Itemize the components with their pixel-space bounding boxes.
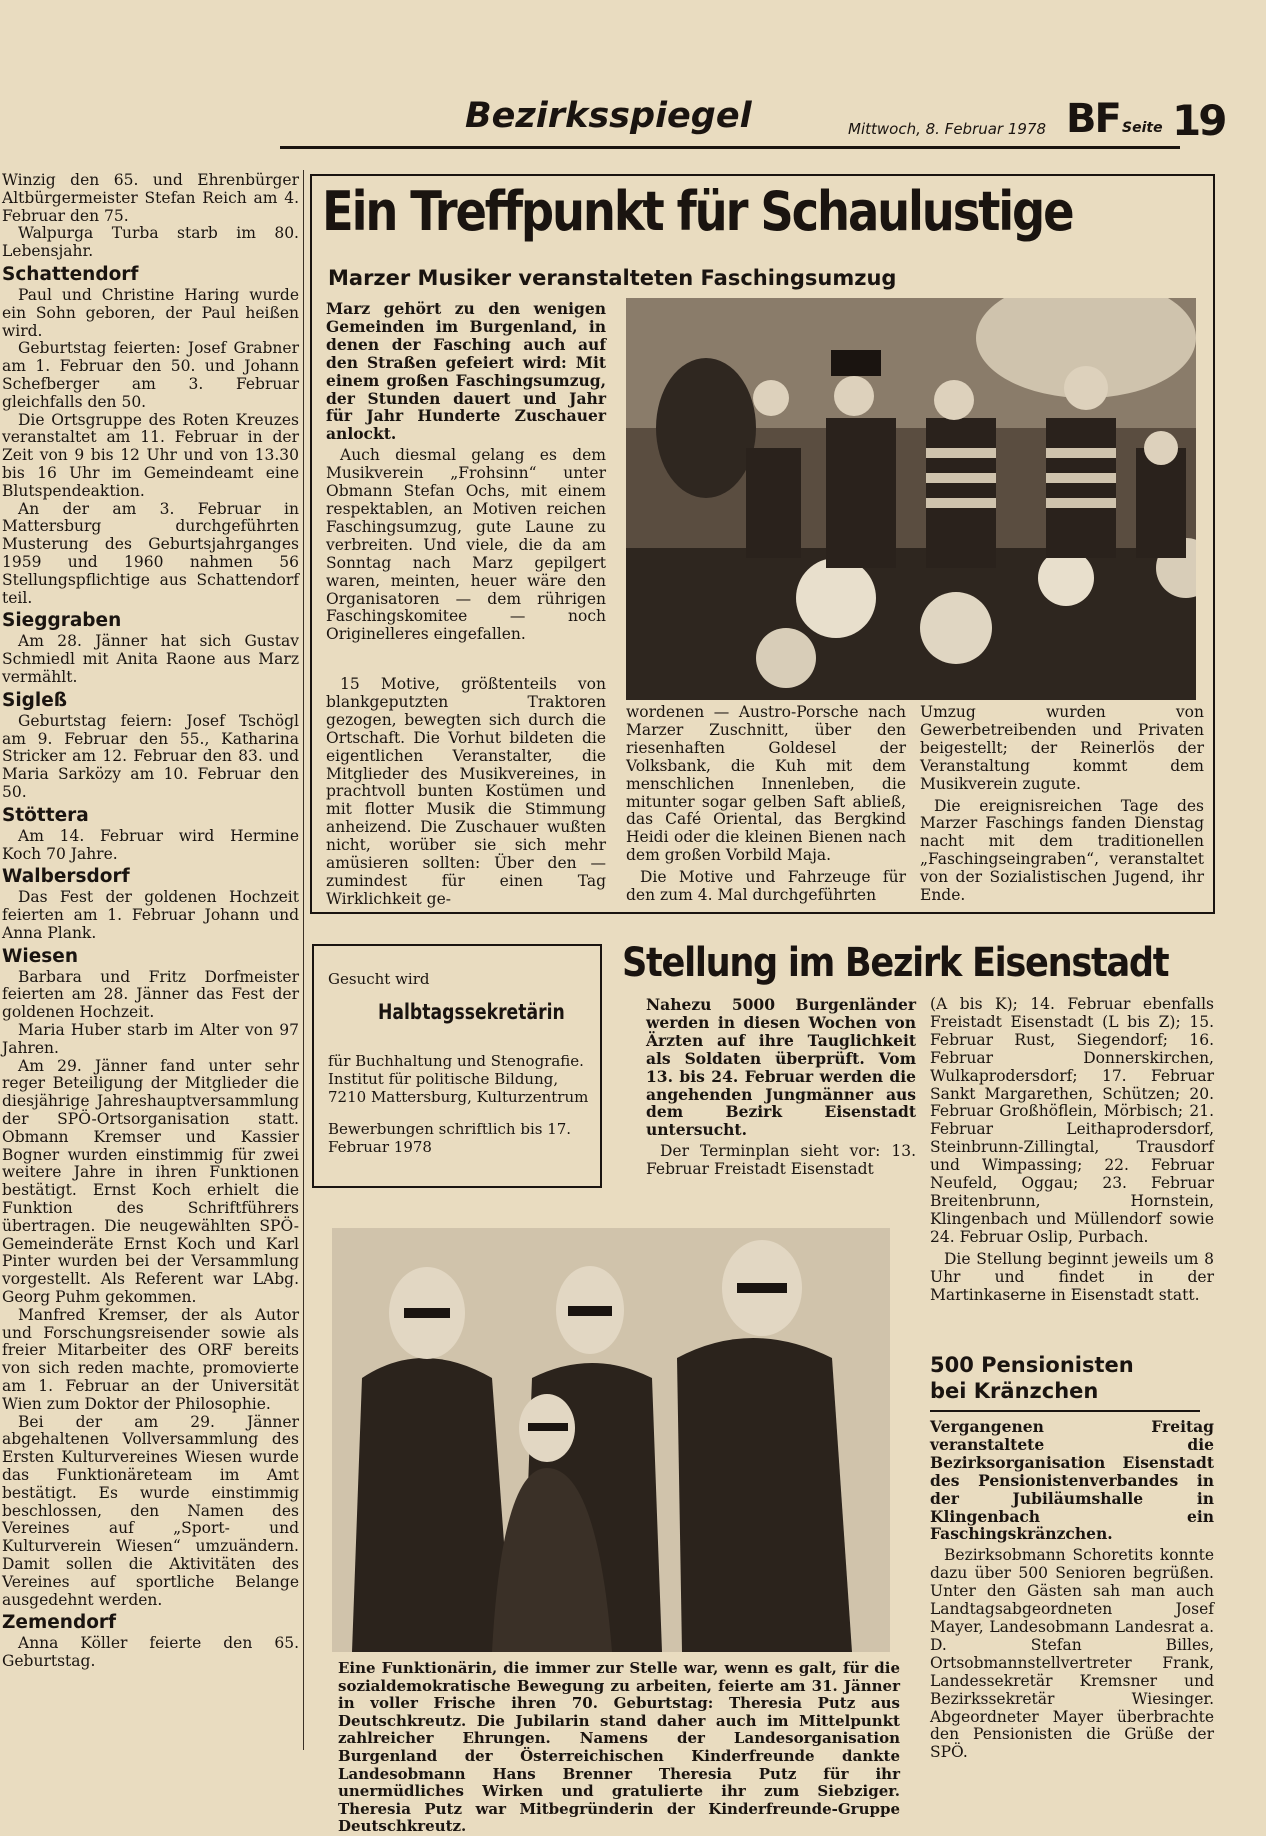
news-item: Am 28. Jänner hat sich Gustav Schmiedl mit Anita Raone aus Marz vermählt. (2, 632, 299, 686)
local-news-column (2, 172, 299, 1671)
locality-heading: Walbersdorf (2, 866, 130, 888)
group-photo-image (332, 1228, 890, 1652)
section-title: Bezirksspiegel (465, 96, 752, 136)
article-paragraph: Der Terminplan sieht vor: 13. Februar Freistadt Eisenstadt (646, 1142, 916, 1179)
article-paragraph: Die ereignisreichen Tage des Marzer Faschings fanden Dienstag nacht mit dem traditionellen „Faschingseingraben“, veranstaltet von der Sozialistischen Jugend, ihr Ende. (920, 796, 1204, 905)
article-paragraph: Bezirksobmann Schoretits konnte dazu über 500 Senioren begrüßen. Unter den Gästen sah man auch Landtagsabgeordneten Josef Mayer, Landesobmann Landesrat a. D. Stefan Billes, Ortsobmannstellvertreter Frank, Landessekretär Kremsner und Bezirkssekretär Wiesinger. Abgeordneter Mayer überbrachte den Pensionisten die Grüße der SPÖ. (930, 1546, 1214, 1762)
article-column-1 (326, 300, 606, 648)
article-lead: Nahezu 5000 Burgenländer werden in diesen Wochen von Ärzten auf ihre Tauglichkeit als Soldaten überprüft. Vom 13. bis 24. Februar werden die angehenden Jungmänner aus dem Bezirk Eisenstadt untersucht. (646, 995, 916, 1140)
column-divider (303, 170, 304, 1750)
article-column-2 (626, 704, 906, 909)
parade-photo-image (626, 298, 1196, 700)
article-headline: Ein Treffpunkt für Schaulustige (322, 180, 1073, 243)
group-photo (332, 1228, 890, 1652)
article-lead: Vergangenen Freitag veranstaltete die Bezirksorganisation Eisenstadt des Pensionistenverbandes in der Jubiläumshalle in Klingenbach ein Faschingskränzchen. (930, 1417, 1214, 1544)
photo-caption: Eine Funktionärin, die immer zur Stelle war, wenn es galt, für die sozialdemokratische Bewegung zu arbeiten, feierte am 31. Jänner in voller Frische ihren 70. Geburtstag: Theresia Putz aus Deutschkreutz. Die Jubilarin stand daher auch im Mittelpunkt zahlreicher Ehrungen. Namens der Landesorganisation Burgenland der Österreichischen Kinderfreunde dankte Landesobmann Hans Brenner Theresia Putz für ihr unermüdliches Wirken und gratulierte ihr zum Siebziger. Theresia Putz war Mitbegründerin der Kinderfreunde-Gruppe Deutschkreutz. (338, 1659, 900, 1836)
news-item: Das Fest der goldenen Hochzeit feierten am 1. Februar Johann und Anna Plank. (2, 888, 299, 942)
ad-description: für Buchhaltung und Stenografie. Institut für politische Bildung, 7210 Mattersburg, Kulturzentrum (328, 1052, 589, 1106)
news-item: Am 14. Februar wird Hermine Koch 70 Jahre. (2, 826, 299, 863)
ad-title: Halbtagssekretärin (378, 1000, 565, 1024)
article-column-4 (646, 996, 916, 1183)
news-item: Manfred Kremser, der als Autor und Forschungsreisender sowie als freier Mitarbeiter des ORF bereits von sich reden machte, promovierte am 1. Februar an der Universität Wien zum Doktor der Philosophie. (2, 1305, 299, 1413)
page-label: Seite (1122, 120, 1163, 136)
page-number: 19 (1172, 96, 1225, 145)
article-column-1b (326, 676, 606, 913)
article-column-6 (930, 1418, 1214, 1766)
issue-date: Mittwoch, 8. Februar 1978 (848, 120, 1047, 138)
article-paragraph: (A bis K); 14. Februar ebenfalls Freistadt Eisenstadt (L bis Z); 15. Februar Rust, Siegendorf; 16. Februar Donnerskirchen, Wulkaprodersdorf; 17. Februar Sankt Margarethen, Schützen; 20. Februar Großhöflein, Mörbisch; 21. Februar Leithaprodersdorf, Steinbrunn-Zillingtal, Trausdorf und Wimpassing; 22. Februar Neufeld, Oggau; 23. Februar Breitenbrunn, Hornstein, Klingenbach und Müllendorf sowie 24. Februar Oslip, Purbach. (930, 995, 1214, 1246)
article-lead: Marz gehört zu den wenigen Gemeinden im Burgenland, in denen der Fasching auch auf den Straßen gefeiert wird: Mit einem großen Faschingsumzug, der Stunden dauert und Jahr für Jahr Hunderte Zuschauer anlockt. (326, 299, 606, 444)
ad-label: Gesucht wird (328, 970, 430, 988)
locality-heading: Zemendorf (2, 1612, 117, 1634)
article-column-3 (920, 704, 1204, 909)
headline-line: 500 Pensionisten (930, 1353, 1134, 1377)
locality-heading: Stöttera (2, 804, 89, 826)
locality-heading: Sigleß (2, 689, 68, 711)
news-item: An der am 3. Februar in Mattersburg durchgeführten Musterung des Geburtsjahrganges 1959 und 1960 nahmen 56 Stellungspflichtige aus Schattendorf teil. (2, 499, 299, 607)
newspaper-logo: BF (1066, 96, 1120, 142)
ad-application-note: Bewerbungen schriftlich bis 17. Februar 1978 (328, 1120, 572, 1156)
news-item: Die Ortsgruppe des Roten Kreuzes veranstaltet am 11. Februar in der Zeit von 9 bis 12 Uhr und von 13.30 bis 16 Uhr im Gemeindeamt eine Blutspendeaktion. (2, 410, 299, 500)
news-item: Walpurga Turba starb im 80. Lebensjahr. (2, 224, 299, 261)
headline-rule (930, 1410, 1200, 1412)
job-ad-box (312, 944, 602, 1188)
article-column-5 (930, 996, 1214, 1308)
news-item: Barbara und Fritz Dorfmeister feierten am 28. Jänner das Fest der goldenen Hochzeit. (2, 967, 299, 1022)
headline-line: bei Kränzchen (930, 1379, 1099, 1403)
news-item: Am 29. Jänner fand unter sehr reger Beteiligung der Mitglieder die diesjährige Jahreshauptversammlung der SPÖ-Ortsorganisation statt. Obmann Kremser und Kassier Bogner wurden einstimmig für zwei weitere Jahre in ihren Funktionen bestätigt. Ernst Koch erhielt die Funktion des Schriftführers übertragen. Die neugewählten SPÖ-Gemeinderäte Ernst Koch und Karl Pinter wurden bei der Versammlung vorgestellt. Als Referent war LAbg. Georg Puhm gekommen. (2, 1056, 299, 1307)
news-item: Bei der am 29. Jänner abgehaltenen Vollversammlung des Ersten Kulturvereines Wiesen wurde das Funktionäreteam im Amt bestätigt. Es wurde einstimmig beschlossen, den Namen des Vereines auf „Sport- und Kulturverein Wiesen“ umzuändern. Damit sollen die Aktivitäten des Vereines auf sportliche Belange ausgedehnt werden. (2, 1412, 299, 1609)
article-paragraph: Umzug wurden von Gewerbetreibenden und Privaten beigestellt; der Reinerlös der Veranstaltung kommt dem Musikverein zugute. (920, 703, 1204, 793)
news-item: Winzig den 65. und Ehrenbürger Altbürgermeister Stefan Reich am 4. Februar den 75. (2, 171, 299, 225)
parade-photo (626, 298, 1196, 700)
news-item: Geburtstag feierten: Josef Grabner am 1. Februar den 50. und Johann Schefberger am 3. Februar gleichfalls den 50. (2, 339, 299, 411)
header-rule (280, 146, 1180, 149)
news-item: Geburtstag feiern: Josef Tschögl am 9. Februar den 55., Katharina Stricker am 12. Februar den 83. und Maria Sarközy am 10. Februar den 50. (2, 711, 299, 801)
article-paragraph: Die Motive und Fahrzeuge für den zum 4. Mal durchgeführten (626, 868, 906, 905)
article-headline (930, 1352, 1134, 1404)
article-headline: Stellung im Bezirk Eisenstadt (622, 940, 1169, 986)
locality-heading: Sieggraben (2, 610, 122, 632)
news-item: Anna Köller feierte den 65. Geburtstag. (2, 1634, 299, 1671)
locality-heading: Schattendorf (2, 263, 139, 285)
news-item: Paul und Christine Haring wurde ein Sohn geboren, der Paul heißen wird. (2, 285, 299, 340)
article-paragraph: wordenen — Austro-Porsche nach Marzer Zuschnitt, über den riesenhaften Goldesel der Volksbank, die Kuh mit dem menschlichen Innenleben, die mitunter sogar gelben Saft abließ, das Café Oriental, das Bergkind Heidi oder die kleinen Bienen nach dem großen Vorbild Maja. (626, 703, 906, 865)
article-paragraph: Die Stellung beginnt jeweils um 8 Uhr und findet in der Martinkaserne in Eisenstadt statt. (930, 1249, 1214, 1304)
article-subheadline: Marzer Musiker veranstalteten Faschingsumzug (328, 266, 897, 290)
article-paragraph: 15 Motive, größtenteils von blankgeputzten Traktoren gezogen, bewegten sich durch die Ortschaft. Die Vorhut bildeten die eigentlichen Veranstalter, die Mitglieder des Musikvereines, in prachtvoll bunten Kostümen und mit flotter Musik die Stimmung anheizend. Die Zuschauer wußten nicht, worüber sie sich mehr amüsieren sollten: Über den — zumindest für einen Tag Wirklichkeit ge- (326, 675, 606, 908)
news-item: Maria Huber starb im Alter von 97 Jahren. (2, 1021, 299, 1057)
article-paragraph: Auch diesmal gelang es dem Musikverein „Frohsinn“ unter Obmann Stefan Ochs, mit einem respektablen, an Motiven reichen Faschingsumzug, gute Laune zu verbreiten. Und viele, die da am Sonntag nach Marz gepilgert waren, meinten, heuer wäre den Organisatoren — dem rührigen Faschingskomitee — noch Originelleres eingefallen. (326, 446, 606, 644)
locality-heading: Wiesen (2, 945, 79, 967)
